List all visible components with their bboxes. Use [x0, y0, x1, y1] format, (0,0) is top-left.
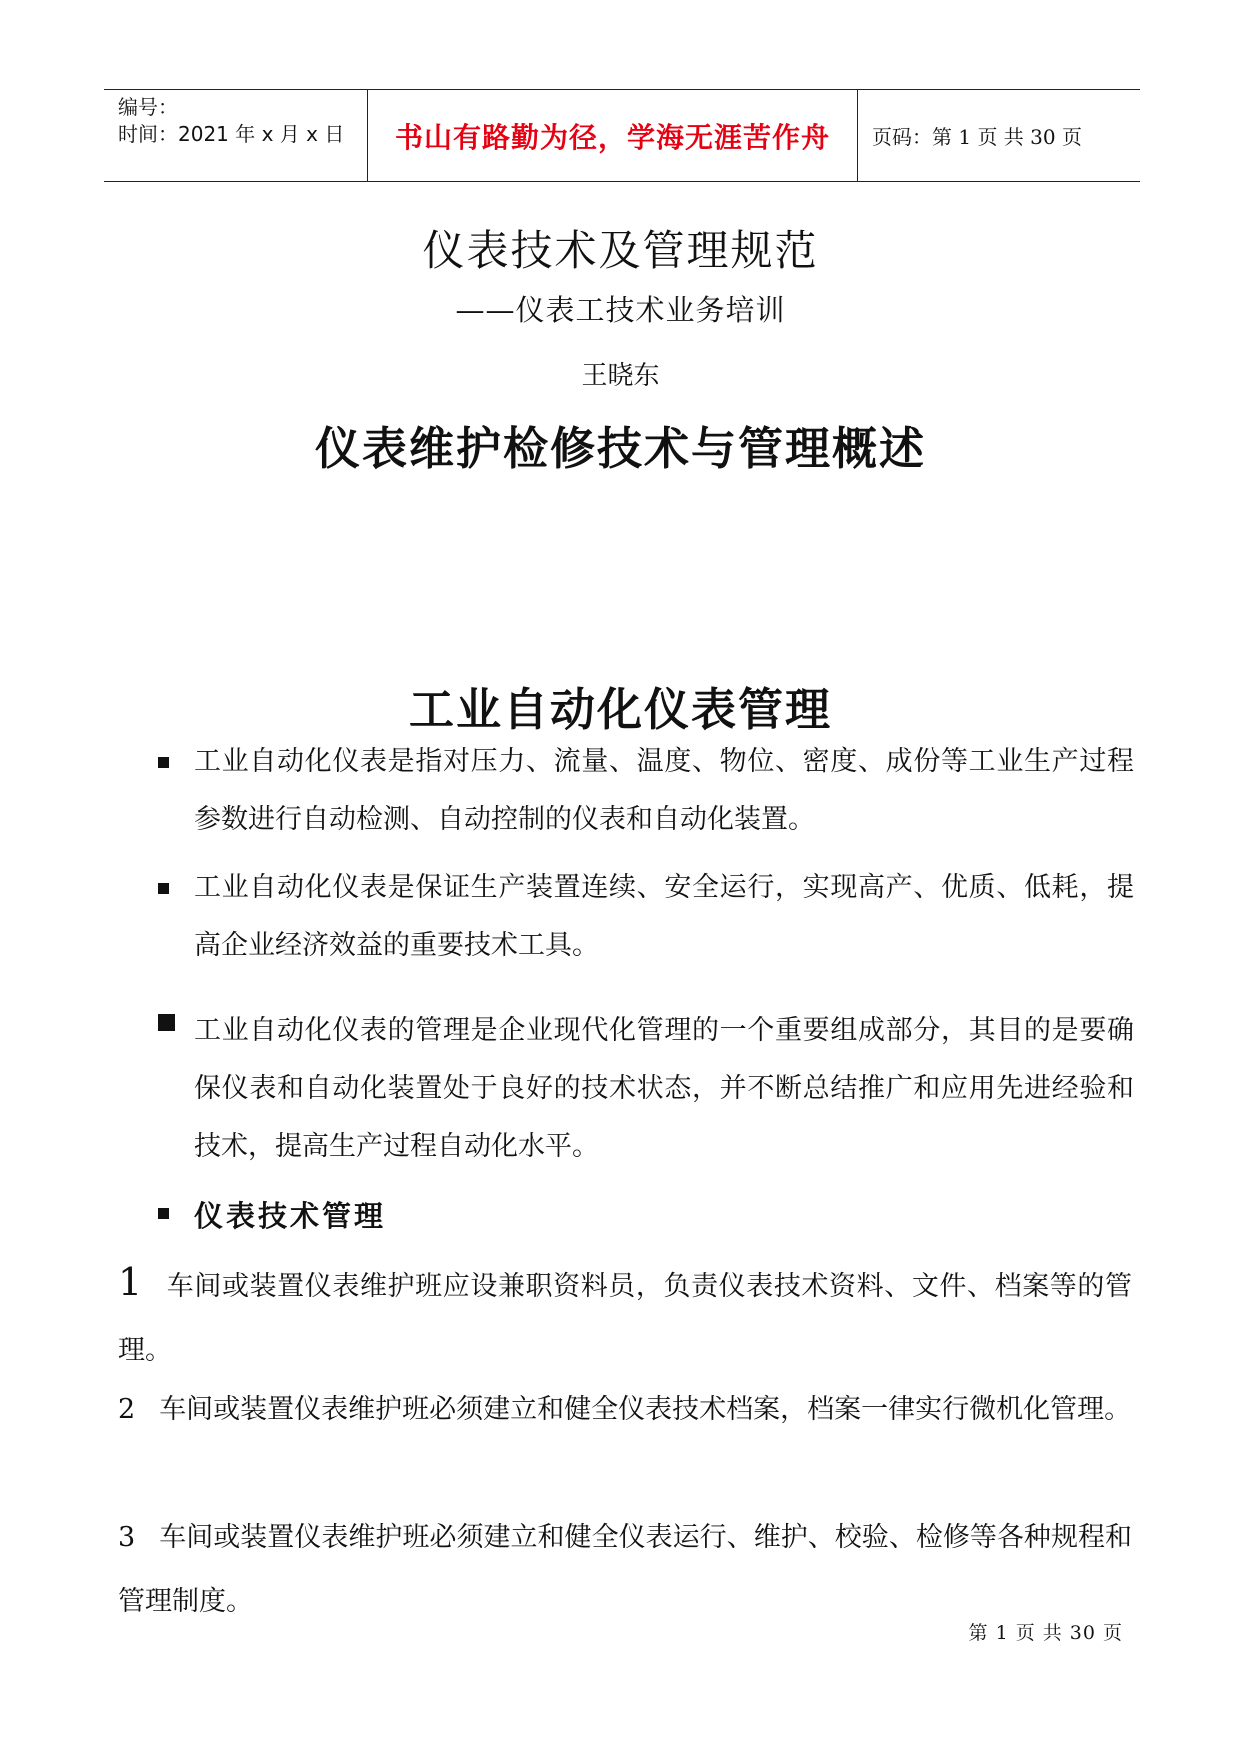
item-text: 车间或装置仪表维护班应设兼职资料员，负责仪表技术资料、文件、档案等的管理。 [118, 1271, 1132, 1366]
section-heading [158, 1194, 386, 1235]
time-label: 时间：2021 年 x 月 x 日 [118, 122, 345, 146]
item-number: 1 [118, 1260, 143, 1304]
numbered-item [118, 1506, 1132, 1634]
item-number: 2 [118, 1394, 136, 1425]
header-meta-cell [104, 90, 368, 181]
heading-overview: 仪表维护检修技术与管理概述 [314, 422, 926, 475]
item-text: 车间或装置仪表维护班必须建立和健全仪表运行、维护、校验、检修等各种规程和管理制度。 [118, 1522, 1132, 1617]
serial-label: 编号： [118, 95, 178, 119]
header-table [104, 89, 1140, 182]
heading-instrument-management: 工业自动化仪表管理 [408, 683, 832, 736]
bullet-text: 工业自动化仪表是指对压力、流量、温度、物位、密度、成份等工业生产过程参数进行自动检测、自动控制的仪表和自动化装置。 [194, 746, 1134, 835]
square-bullet-icon [158, 1014, 175, 1031]
square-bullet-icon [158, 883, 169, 894]
item-number: 3 [118, 1522, 136, 1553]
document-author: 王晓东 [581, 361, 660, 391]
header-page-info: 页码：第 1 页 共 30 页 [872, 125, 1082, 149]
numbered-item [118, 1250, 1132, 1383]
item-text: 车间或装置仪表维护班必须建立和健全仪表技术档案，档案一律实行微机化管理。 [159, 1394, 1132, 1425]
square-bullet-icon [158, 1208, 169, 1219]
document-title: 仪表技术及管理规范 [422, 226, 819, 275]
document-subtitle: ——仪表工技术业务培训 [455, 293, 786, 327]
header-motto: 书山有路勤为径，学海无涯苦作舟 [368, 90, 858, 181]
section-title: 仪表技术管理 [194, 1199, 387, 1233]
numbered-item [118, 1378, 1132, 1442]
page-footer: 第 1 页 共 30 页 [968, 1622, 1123, 1644]
square-bullet-icon [158, 757, 169, 768]
bullet-text: 工业自动化仪表是保证生产装置连续、安全运行，实现高产、优质、低耗，提高企业经济效益的重要技术工具。 [194, 872, 1134, 961]
bullet-text: 工业自动化仪表的管理是企业现代化管理的一个重要组成部分，其目的是要确保仪表和自动化装置处于良好的技术状态，并不断总结推广和应用先进经验和技术，提高生产过程自动化水平。 [194, 1015, 1134, 1162]
